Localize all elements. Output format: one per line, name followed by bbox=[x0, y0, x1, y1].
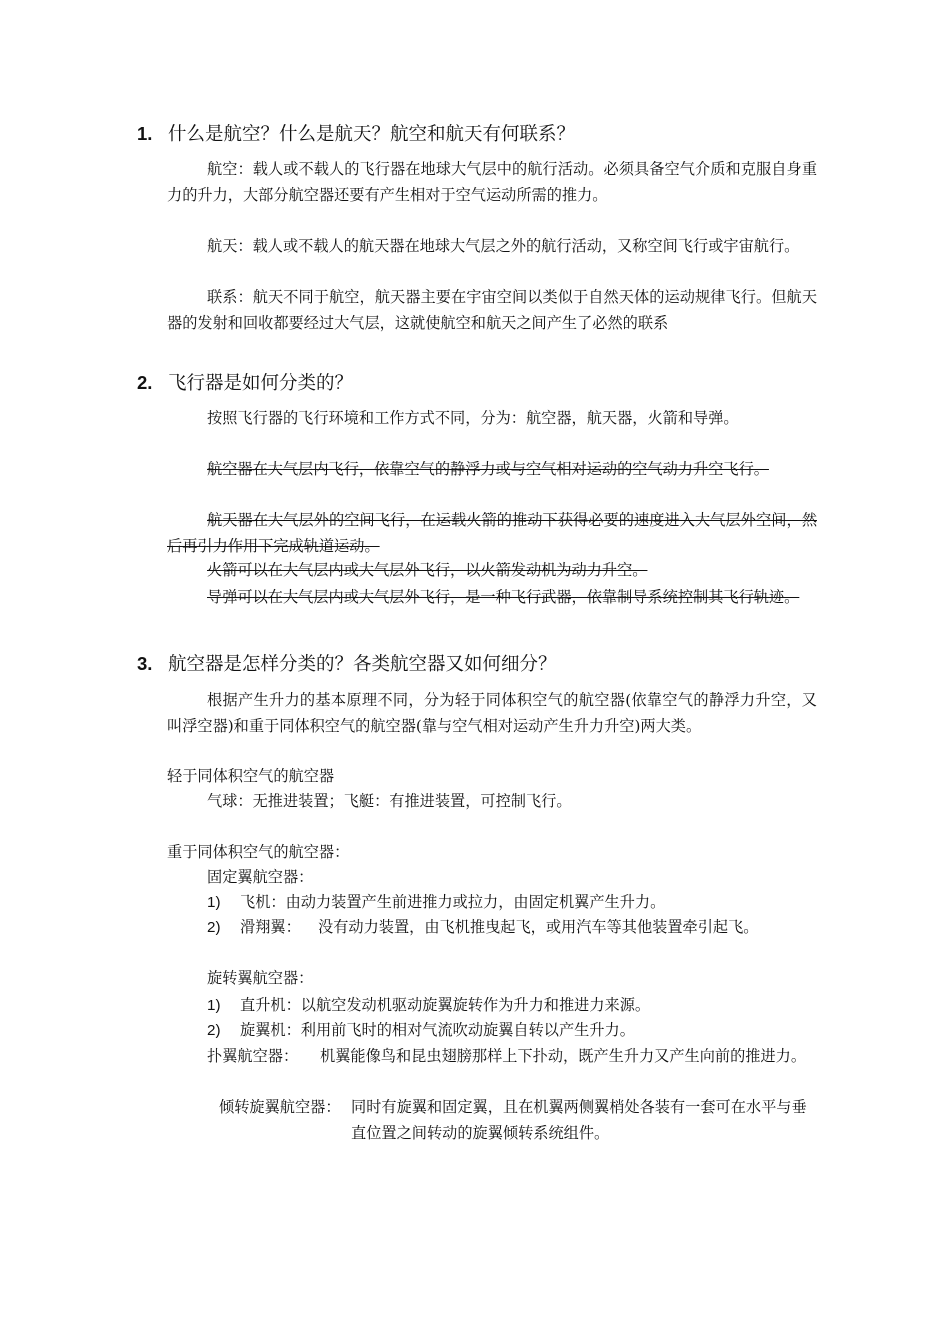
flapping-wing-text: 机翼能像鸟和昆虫翅膀那样上下扑动，既产生升力又产生向前的推进力。 bbox=[320, 1047, 806, 1065]
question-2-heading bbox=[137, 370, 353, 397]
q2-rocket-struck-paragraph: 火箭可以在大气层内或大气层外飞行，以火箭发动机为动力升空。 bbox=[207, 561, 648, 579]
list-number: 2) bbox=[207, 1022, 221, 1039]
question-title: 飞行器是如何分类的？ bbox=[168, 373, 354, 394]
list-item-label: 直升机： bbox=[240, 996, 301, 1014]
question-title: 航空器是怎样分类的？各类航空器又如何细分？ bbox=[168, 654, 557, 675]
q1-spaceflight-paragraph: 航天：载人或不载人的航天器在地球大气层之外的航行活动，又称空间飞行或宇宙航行。 bbox=[207, 237, 800, 255]
list-item-label: 滑翔翼： bbox=[240, 918, 301, 936]
list-item-label: 旋翼机： bbox=[240, 1021, 301, 1039]
lighter-than-air-heading: 轻于同体积空气的航空器 bbox=[167, 767, 335, 785]
q1-relation-paragraph: 联系：航天不同于航空，航天器主要在宇宙空间以类似于自然天体的运动规律飞行。但航天器的发射和回收都要经过大气层，这就使航空和航天之间产生了必然的联系 bbox=[167, 288, 817, 332]
q2-aircraft-struck-paragraph: 航空器在大气层内飞行，依靠空气的静浮力或与空气相对运动的空气动力升空飞行。 bbox=[207, 460, 769, 478]
list-item-label: 飞机： bbox=[240, 893, 286, 911]
q2-spacecraft-struck-paragraph: 航天器在大气层外的空间飞行，在运载火箭的推动下获得必要的速度进入大气层外空间，然后再引力作用下完成轨道运动。 bbox=[167, 511, 817, 555]
lighter-than-air-description: 气球：无推进装置；飞艇：有推进装置，可控制飞行。 bbox=[207, 792, 572, 810]
q1-aviation-paragraph: 航空：载人或不载人的飞行器在地球大气层中的航行活动。必须具备空气介质和克服自身重力的升力，大部分航空器还要有产生相对于空气运动所需的推力。 bbox=[167, 160, 817, 204]
rotary-wing-heading: 旋转翼航空器： bbox=[207, 969, 314, 987]
question-1-heading bbox=[137, 121, 575, 148]
list-item-text: 由动力装置产生前进推力或拉力，由固定机翼产生升力。 bbox=[285, 893, 666, 911]
question-number: 2. bbox=[137, 372, 153, 393]
heavier-than-air-heading: 重于同体积空气的航空器： bbox=[167, 843, 350, 861]
tiltrotor-label: 倾转旋翼航空器： bbox=[219, 1098, 341, 1116]
q2-classification-paragraph: 按照飞行器的飞行环境和工作方式不同，分为：航空器，航天器，火箭和导弹。 bbox=[207, 409, 739, 427]
list-number: 1) bbox=[207, 997, 221, 1014]
list-number: 1) bbox=[207, 894, 221, 911]
flapping-wing-label: 扑翼航空器： bbox=[207, 1047, 299, 1065]
question-number: 1. bbox=[137, 123, 153, 144]
list-item-text: 没有动力装置，由飞机推曳起飞，或用汽车等其他装置牵引起飞。 bbox=[318, 918, 759, 936]
list-item-text: 以航空发动机驱动旋翼旋转作为升力和推进力来源。 bbox=[300, 996, 651, 1014]
list-number: 2) bbox=[207, 919, 221, 936]
q2-missile-struck-paragraph: 导弹可以在大气层内或大气层外飞行，是一种飞行武器，依靠制导系统控制其飞行轨迹。 bbox=[207, 588, 800, 606]
tiltrotor-text: 同时有旋翼和固定翼，且在机翼两侧翼梢处各装有一套可在水平与垂直位置之间转动的旋翼倾转系统组件。 bbox=[351, 1098, 807, 1142]
question-number: 3. bbox=[137, 653, 153, 674]
list-item-text: 利用前飞时的相对气流吹动旋翼自转以产生升力。 bbox=[300, 1021, 635, 1039]
question-3-heading bbox=[137, 651, 557, 678]
question-title: 什么是航空？什么是航天？航空和航天有何联系？ bbox=[168, 124, 576, 145]
fixed-wing-heading: 固定翼航空器： bbox=[207, 868, 314, 886]
q3-principle-paragraph: 根据产生升力的基本原理不同，分为轻于同体积空气的航空器(依靠空气的静浮力升空，又叫浮空器)和重于同体积空气的航空器(靠与空气相对运动产生升力升空)两大类。 bbox=[167, 691, 817, 735]
